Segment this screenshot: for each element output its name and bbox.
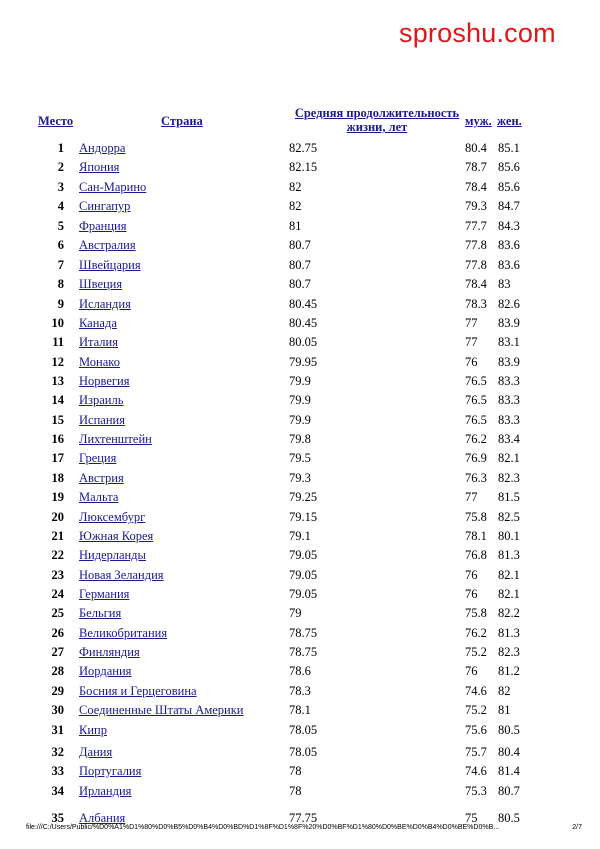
life-expectancy-cell: 79.3 (289, 471, 311, 485)
country-link[interactable]: Соединенные Штаты Америки (79, 703, 244, 717)
country-link[interactable]: Греция (79, 451, 117, 465)
female-cell: 83.9 (498, 355, 520, 369)
table-row (0, 334, 600, 350)
female-cell: 80.5 (498, 811, 520, 825)
country-link[interactable]: Швеция (79, 277, 123, 291)
table-row (0, 179, 600, 195)
rank-cell: 19 (51, 490, 64, 504)
life-expectancy-cell: 80.45 (289, 316, 318, 330)
country-link[interactable]: Норвегия (79, 374, 130, 388)
life-expectancy-cell: 77.75 (289, 811, 318, 825)
female-cell: 82.3 (498, 471, 520, 485)
country-link[interactable]: Сан-Марино (79, 180, 147, 194)
rank-cell: 7 (57, 258, 64, 272)
female-cell: 82.1 (498, 451, 520, 465)
life-expectancy-cell: 81 (289, 219, 302, 233)
male-cell: 76.5 (465, 413, 487, 427)
table-row (0, 450, 600, 466)
female-cell: 81.2 (498, 664, 520, 678)
life-expectancy-cell: 80.7 (289, 277, 311, 291)
footer-url: file:///C:/Users/Public/%D0%A1%D1%80%D0%B5%D0%B4%D0%BD%D1%8F%D1%8F%20%D0%BF%D1%80%D0%BE%D0%B4%D0%BE%D0%B... (26, 824, 500, 831)
female-cell: 85.1 (498, 141, 520, 155)
life-expectancy-cell: 79 (289, 606, 302, 620)
female-cell: 83.6 (498, 258, 520, 272)
table-row (0, 392, 600, 408)
life-expectancy-cell: 80.05 (289, 335, 318, 349)
rank-cell: 34 (51, 784, 64, 798)
rank-cell: 26 (51, 626, 64, 640)
rank-cell: 30 (51, 703, 64, 717)
rank-cell: 9 (57, 297, 64, 311)
rank-cell: 16 (51, 432, 64, 446)
male-cell: 78.4 (465, 180, 487, 194)
male-cell: 75.6 (465, 723, 487, 737)
life-expectancy-cell: 79.5 (289, 451, 311, 465)
table-row (0, 489, 600, 505)
life-expectancy-cell: 79.05 (289, 548, 318, 562)
female-cell: 82.1 (498, 568, 520, 582)
country-link[interactable]: Сингапур (79, 199, 131, 213)
country-link[interactable]: Андорра (79, 141, 126, 155)
life-expectancy-cell: 78 (289, 784, 302, 798)
country-link[interactable]: Португалия (79, 764, 142, 778)
life-expectancy-cell: 82.15 (289, 160, 318, 174)
male-cell: 79.3 (465, 199, 487, 213)
watermark-logo: sproshu.com (399, 18, 556, 48)
table-row (0, 528, 600, 544)
country-link[interactable]: Канада (79, 316, 117, 330)
male-cell: 77 (465, 490, 478, 504)
country-link[interactable]: Великобритания (79, 626, 168, 640)
female-cell: 82.2 (498, 606, 520, 620)
table-row (0, 744, 600, 760)
life-expectancy-cell: 79.9 (289, 374, 311, 388)
male-cell: 77.8 (465, 258, 487, 272)
female-cell: 84.3 (498, 219, 520, 233)
rank-cell: 35 (51, 811, 64, 825)
country-link[interactable]: Лихтенштейн (79, 432, 152, 446)
rank-cell: 21 (51, 529, 64, 543)
male-cell: 76 (465, 355, 478, 369)
country-link[interactable]: Австрия (79, 471, 124, 485)
table-row (0, 218, 600, 234)
male-cell: 76.8 (465, 548, 487, 562)
female-cell: 83.4 (498, 432, 520, 446)
country-link[interactable]: Ирландия (79, 784, 132, 798)
female-cell: 80.7 (498, 784, 520, 798)
male-cell: 75.8 (465, 606, 487, 620)
female-cell: 81.3 (498, 626, 520, 640)
life-expectancy-cell: 78.75 (289, 626, 318, 640)
life-expectancy-cell: 78 (289, 764, 302, 778)
table-row (0, 373, 600, 389)
column-header-place[interactable]: Место (38, 114, 74, 128)
male-cell: 75.3 (465, 784, 487, 798)
rank-cell: 2 (57, 160, 64, 174)
rank-cell: 22 (51, 548, 64, 562)
table-row (0, 783, 600, 799)
rank-cell: 32 (51, 745, 64, 759)
table-row (0, 354, 600, 370)
column-header-male[interactable]: муж. (465, 114, 492, 128)
column-header-life-expectancy[interactable]: Средняя продолжительность жизни, лет (294, 106, 460, 134)
country-link[interactable]: Монако (79, 355, 120, 369)
female-cell: 82 (498, 684, 511, 698)
male-cell: 78.1 (465, 529, 487, 543)
country-link[interactable]: Дания (79, 745, 113, 759)
life-expectancy-cell: 79.05 (289, 587, 318, 601)
life-expectancy-cell: 80.7 (289, 258, 311, 272)
table-row (0, 315, 600, 331)
male-cell: 76.3 (465, 471, 487, 485)
life-expectancy-cell: 79.15 (289, 510, 318, 524)
country-link[interactable]: Израиль (79, 393, 124, 407)
female-cell: 83.6 (498, 238, 520, 252)
column-header-female[interactable]: жен. (497, 114, 522, 128)
female-cell: 83.1 (498, 335, 520, 349)
country-link[interactable]: Италия (79, 335, 118, 349)
rank-cell: 10 (51, 316, 64, 330)
table-row (0, 276, 600, 292)
life-expectancy-cell: 78.3 (289, 684, 311, 698)
column-header-country[interactable]: Страна (161, 114, 203, 128)
table-row (0, 140, 600, 156)
footer-page-number: 2/7 (572, 824, 582, 831)
male-cell: 80.4 (465, 141, 487, 155)
table-row (0, 509, 600, 525)
male-cell: 76.2 (465, 432, 487, 446)
male-cell: 76.9 (465, 451, 487, 465)
table-row (0, 159, 600, 175)
country-link[interactable]: Финляндия (79, 645, 140, 659)
table-row (0, 412, 600, 428)
female-cell: 83.9 (498, 316, 520, 330)
life-expectancy-cell: 82 (289, 199, 302, 213)
table-row (0, 644, 600, 660)
table-row (0, 663, 600, 679)
country-link[interactable]: Бельгия (79, 606, 122, 620)
female-cell: 85.6 (498, 160, 520, 174)
life-expectancy-cell: 78.05 (289, 723, 318, 737)
country-link[interactable]: Кипр (79, 723, 107, 737)
rank-cell: 28 (51, 664, 64, 678)
rank-cell: 33 (51, 764, 64, 778)
male-cell: 78.4 (465, 277, 487, 291)
female-cell: 83 (498, 277, 511, 291)
female-cell: 83.3 (498, 374, 520, 388)
life-expectancy-cell: 79.9 (289, 393, 311, 407)
country-link[interactable]: Германия (79, 587, 130, 601)
male-cell: 77.8 (465, 238, 487, 252)
life-expectancy-cell: 78.1 (289, 703, 311, 717)
rank-cell: 27 (51, 645, 64, 659)
rank-cell: 23 (51, 568, 64, 582)
country-link[interactable]: Южная Корея (79, 529, 154, 543)
male-cell: 76 (465, 664, 478, 678)
female-cell: 85.6 (498, 180, 520, 194)
rank-cell: 6 (57, 238, 64, 252)
female-cell: 83.3 (498, 413, 520, 427)
country-link[interactable]: Исландия (79, 297, 131, 311)
male-cell: 76.5 (465, 374, 487, 388)
life-expectancy-cell: 79.1 (289, 529, 311, 543)
male-cell: 74.6 (465, 684, 487, 698)
life-expectancy-cell: 80.7 (289, 238, 311, 252)
female-cell: 84.7 (498, 199, 520, 213)
female-cell: 81.5 (498, 490, 520, 504)
life-expectancy-cell: 80.45 (289, 297, 318, 311)
female-cell: 80.5 (498, 723, 520, 737)
female-cell: 80.4 (498, 745, 520, 759)
rank-cell: 17 (51, 451, 64, 465)
country-link[interactable]: Нидерланды (79, 548, 146, 562)
male-cell: 78.7 (465, 160, 487, 174)
male-cell: 75.2 (465, 703, 487, 717)
male-cell: 78.3 (465, 297, 487, 311)
rank-cell: 18 (51, 471, 64, 485)
female-cell: 82.5 (498, 510, 520, 524)
table-row (0, 605, 600, 621)
rank-cell: 5 (57, 219, 64, 233)
country-link[interactable]: Франция (79, 219, 127, 233)
female-cell: 81.3 (498, 548, 520, 562)
table-row (0, 470, 600, 486)
table-row (0, 763, 600, 779)
rank-cell: 12 (51, 355, 64, 369)
male-cell: 76.2 (465, 626, 487, 640)
life-expectancy-cell: 82 (289, 180, 302, 194)
life-expectancy-cell: 78.6 (289, 664, 311, 678)
male-cell: 74.6 (465, 764, 487, 778)
male-cell: 75.2 (465, 645, 487, 659)
country-link[interactable]: Босния и Герцеговина (79, 684, 197, 698)
table-row (0, 625, 600, 641)
male-cell: 77 (465, 335, 478, 349)
table-row (0, 296, 600, 312)
male-cell: 77 (465, 316, 478, 330)
table-row (0, 567, 600, 583)
male-cell: 75 (465, 811, 478, 825)
life-expectancy-cell: 78.05 (289, 745, 318, 759)
male-cell: 76.5 (465, 393, 487, 407)
female-cell: 81 (498, 703, 511, 717)
rank-cell: 29 (51, 684, 64, 698)
male-cell: 76 (465, 568, 478, 582)
table-row (0, 547, 600, 563)
rank-cell: 24 (51, 587, 64, 601)
table-row (0, 683, 600, 699)
table-row (0, 198, 600, 214)
print-footer (26, 824, 582, 831)
male-cell: 75.7 (465, 745, 487, 759)
female-cell: 82.1 (498, 587, 520, 601)
life-expectancy-cell: 78.75 (289, 645, 318, 659)
female-cell: 83.3 (498, 393, 520, 407)
rank-cell: 13 (51, 374, 64, 388)
rank-cell: 3 (57, 180, 64, 194)
life-expectancy-cell: 79.05 (289, 568, 318, 582)
table-row (0, 702, 600, 718)
rank-cell: 4 (57, 199, 64, 213)
rank-cell: 20 (51, 510, 64, 524)
rank-cell: 31 (51, 723, 64, 737)
male-cell: 76 (465, 587, 478, 601)
rank-cell: 15 (51, 413, 64, 427)
country-link[interactable]: Иордания (79, 664, 132, 678)
male-cell: 77.7 (465, 219, 487, 233)
country-link[interactable]: Австралия (79, 238, 136, 252)
country-link[interactable]: Япония (79, 160, 120, 174)
country-link[interactable]: Люксембург (79, 510, 146, 524)
country-link[interactable]: Мальта (79, 490, 119, 504)
country-link[interactable]: Испания (79, 413, 125, 427)
life-expectancy-cell: 79.25 (289, 490, 318, 504)
life-expectancy-cell: 79.95 (289, 355, 318, 369)
table-row (0, 237, 600, 253)
life-expectancy-cell: 82.75 (289, 141, 318, 155)
life-expectancy-cell: 79.8 (289, 432, 311, 446)
table-row (0, 431, 600, 447)
table-row (0, 586, 600, 602)
country-link[interactable]: Албания (79, 811, 126, 825)
rank-cell: 14 (51, 393, 64, 407)
male-cell: 75.8 (465, 510, 487, 524)
female-cell: 80.1 (498, 529, 520, 543)
female-cell: 82.3 (498, 645, 520, 659)
life-expectancy-cell: 79.9 (289, 413, 311, 427)
country-link[interactable]: Швейцария (79, 258, 141, 272)
female-cell: 82.6 (498, 297, 520, 311)
female-cell: 81.4 (498, 764, 520, 778)
country-link[interactable]: Новая Зеландия (79, 568, 164, 582)
rank-cell: 1 (57, 141, 64, 155)
table-row (0, 257, 600, 273)
table-row (0, 722, 600, 738)
rank-cell: 8 (57, 277, 64, 291)
rank-cell: 25 (51, 606, 64, 620)
rank-cell: 11 (52, 335, 64, 349)
